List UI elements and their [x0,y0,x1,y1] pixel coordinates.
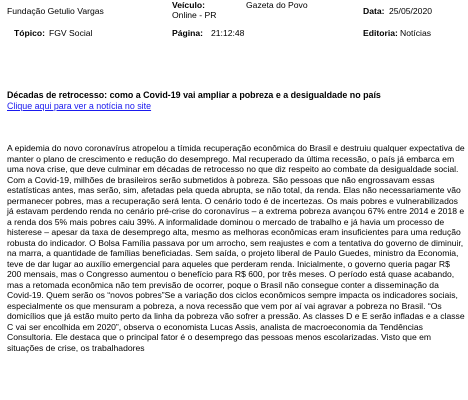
section-value: Notícias [400,28,432,38]
date-label: Data: [363,6,385,16]
vehicle-value: Gazeta do Povo [246,0,308,10]
view-on-site-link[interactable]: Clique aqui para ver a notícia no site [7,101,152,111]
topic-label: Tópico: [14,28,46,38]
page-value: 21:12:48 [211,28,245,38]
vehicle-value-line2: Online - PR [172,10,217,20]
article-headline: Décadas de retrocesso: como a Covid-19 vai ampliar a pobreza e a desigualdade no país [7,90,381,100]
topic-value: FGV Social [49,28,93,38]
page-label: Página: [172,28,204,38]
vehicle-label: Veículo: [172,0,205,10]
date-value: 25/05/2020 [389,6,433,16]
article-body: A epidemia do novo coronavírus atropelou a tímida recuperação econômica do Brasil e destruiu qualquer expectativa de manter o plano de crescimento e redução do desemprego. Mal recuperado da última recessão, o país já embarca em uma nova crise, que deve culminar em décadas de retrocesso no que diz respeito ao combate da desigualdade social. Com a Covid-19, milhões de brasileiros serão submetidos à pobreza. São pessoas que não engrossavam essas estatísticas antes, mas serão, sim, afetadas pela queda abrupta, se não total, da renda. Elas não necessariamente vão permanecer pobres, mas a recuperação será lenta. O cenário todo é de incertezas. Os mais pobres e vulnerabilizados já estavam perdendo renda no cenário pré-crise do coronavírus – a extrema pobreza avançou 67% entre 2014 e 2018 e a renda dos 5% mais pobres caiu 39%. A informalidade dominou o mercado de trabalho e já havia um processo de histerese – apesar da taxa de desemprego alta, mesmo as melhoras econômicas eram insuficientes para uma redução robusta do indicador. O Bolsa Família passava por um arrocho, sem reajustes e com a tentativa do governo de diminuir, na marra, a quantidade de famílias beneficiadas. Sem saída, o projeto liberal de Paulo Guedes, ministro da Economia, teve de dar lugar ao auxílio emergencial para aqueles que perderam renda. Inicialmente, o governo queria pagar R$ 200 mensais, mas o Congresso aumentou o benefício para R$ 600, por três meses. O período está quase acabando, mas a retomada econômica não tem previsão de ocorrer, poque o Brasil não consegue conter a disseminação da Covid-19. Quem serão os “novos pobres”Se a variação dos ciclos econômicos sempre impacta os indicadores sociais, especialmente os que mensuram a pobreza, a nova recessão que vem por aí vai agravar a pobreza no Brasil. “Os domicílios que já estão muito perto da linha da pobreza vão sofrer a pressão. As classes D e E serão infladas e a classe C vai ser encolhida em 2020”, observa o economista Lucas Assis, analista de macroeconomia da Tendências Consultoria. Ele destaca que o principal fator é o desemprego das pessoas menos escolarizadas. Visto que em situações de crise, os trabalhadores [7,143,465,353]
source-name: Fundação Getulio Vargas [7,6,104,16]
section-label: Editoria: [363,28,398,38]
